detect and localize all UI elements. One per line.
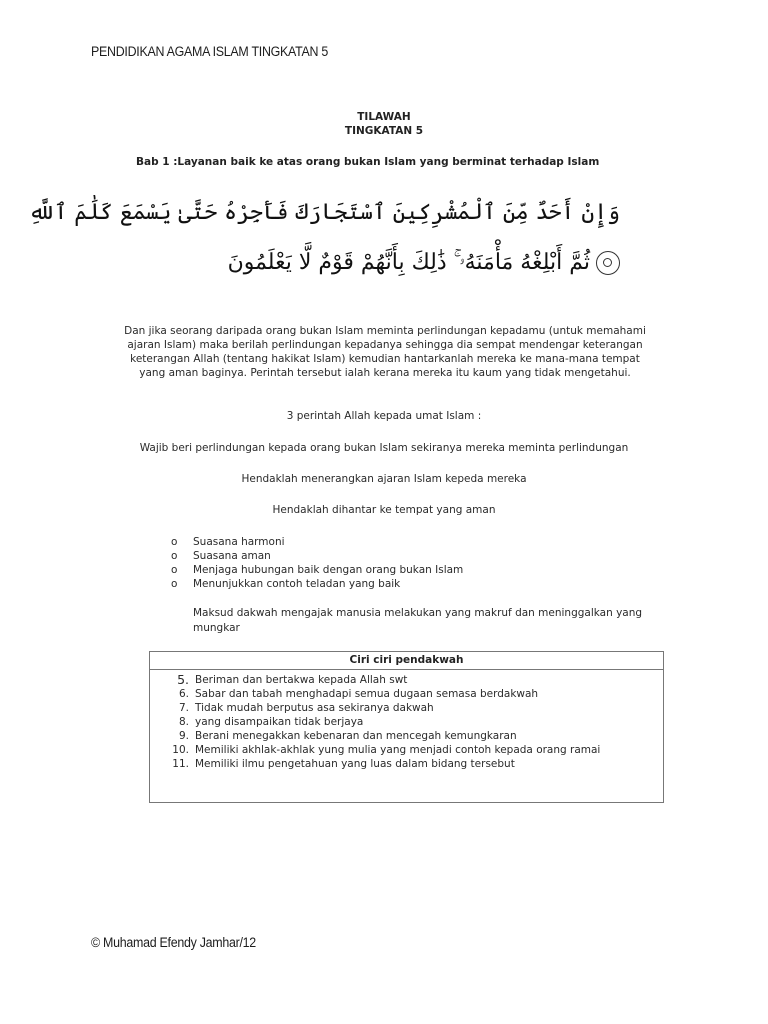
bullet-marker: o [171, 536, 178, 548]
copyright-footer: © Muhamad Efendy Jamhar/12 [91, 935, 256, 950]
item-text: Tidak mudah berputus asa sekiranya dakwah [195, 702, 434, 714]
running-header: PENDIDIKAN AGAMA ISLAM TINGKATAN 5 [91, 44, 329, 59]
page-subtitle: TINGKATAN 5 [344, 125, 424, 137]
traits-list [150, 673, 663, 771]
list-item: o Suasana harmoni [171, 536, 285, 548]
list-item [150, 673, 663, 687]
list-item: o Menunjukkan contoh teladan yang baik [171, 578, 401, 590]
benefits-list [171, 535, 463, 591]
item-text: Memiliki ilmu pengetahuan yang luas dalam bidang tersebut [195, 758, 515, 770]
item-number: 7. [178, 702, 189, 714]
dakwah-definition: Maksud dakwah mengajak manusia melakukan yang makruf dan meninggalkan yang mungkar [193, 607, 643, 634]
item-number: 9. [178, 730, 189, 742]
list-item: o Menjaga hubungan baik dengan orang bukan Islam [171, 564, 464, 576]
item-text: Berani menegakkan kebenaran dan mencegah kemungkaran [195, 730, 517, 742]
ayah-end-marker-icon [596, 251, 620, 275]
list-item [150, 701, 663, 715]
item-number: 11. [172, 758, 189, 770]
list-item [150, 715, 663, 729]
box-heading: Ciri ciri pendakwah [150, 652, 663, 670]
item-text: Sabar dan tabah menghadapi semua dugaan semasa berdakwah [195, 688, 539, 700]
bullet-marker: o [171, 564, 178, 576]
commands-heading: 3 perintah Allah kepada umat Islam : [286, 410, 482, 422]
ayah-translation: Dan jika seorang daripada orang bukan Islam meminta perlindungan kepadamu (untuk memahami ajaran Islam) maka berilah perlindungan kepadanya sehingga dia sempat mendengar keterangan keterangan Allah (tentang hakikat Islam) kemudian hantarkanlah mereka ke mana-mana tempat yang aman baginya. Perintah tersebut ialah kerana mereka itu kaum yang tidak mengetahui. [124, 325, 646, 379]
ayah-line-1: وَإِنْ أَحَدٌ مِّنَ ٱلْمُشْرِكِينَ ٱسْتَجَارَكَ فَأَجِرْهُ حَتَّىٰ يَسْمَعَ كَلَٰمَ ٱللَّهِ [28, 200, 620, 225]
list-item [150, 757, 663, 771]
item-text: Memiliki akhlak-akhlak yung mulia yang menjadi contoh kepada orang ramai [195, 744, 601, 756]
bullet-marker: o [171, 578, 178, 590]
command-item: Hendaklah menerangkan ajaran Islam kepeda mereka [241, 473, 527, 485]
preacher-traits-box [149, 651, 664, 803]
ayah-line-2: ثُمَّ أَبْلِغْهُ مَأْمَنَهُۥ ۚ ذَٰلِكَ بِأَنَّهُمْ قَوْمٌ لَّا يَعْلَمُونَ [150, 250, 620, 275]
chapter-heading: Bab 1 :Layanan baik ke atas orang bukan Islam yang berminat terhadap Islam [136, 156, 600, 168]
list-item [150, 729, 663, 743]
item-text: yang disampaikan tidak berjaya [195, 716, 364, 728]
command-item: Wajib beri perlindungan kepada orang bukan Islam sekiranya mereka meminta perlindungan [139, 442, 629, 454]
page-title: TILAWAH [357, 111, 411, 123]
item-number: 6. [178, 688, 189, 700]
list-item [150, 743, 663, 757]
item-number: 8. [178, 716, 189, 728]
bullet-marker: o [171, 550, 178, 562]
item-text: Beriman dan bertakwa kepada Allah swt [195, 674, 408, 686]
list-item: o Suasana aman [171, 550, 271, 562]
list-item [150, 687, 663, 701]
item-number: 5. [177, 672, 189, 687]
item-number: 10. [172, 744, 189, 756]
command-item: Hendaklah dihantar ke tempat yang aman [272, 504, 496, 516]
